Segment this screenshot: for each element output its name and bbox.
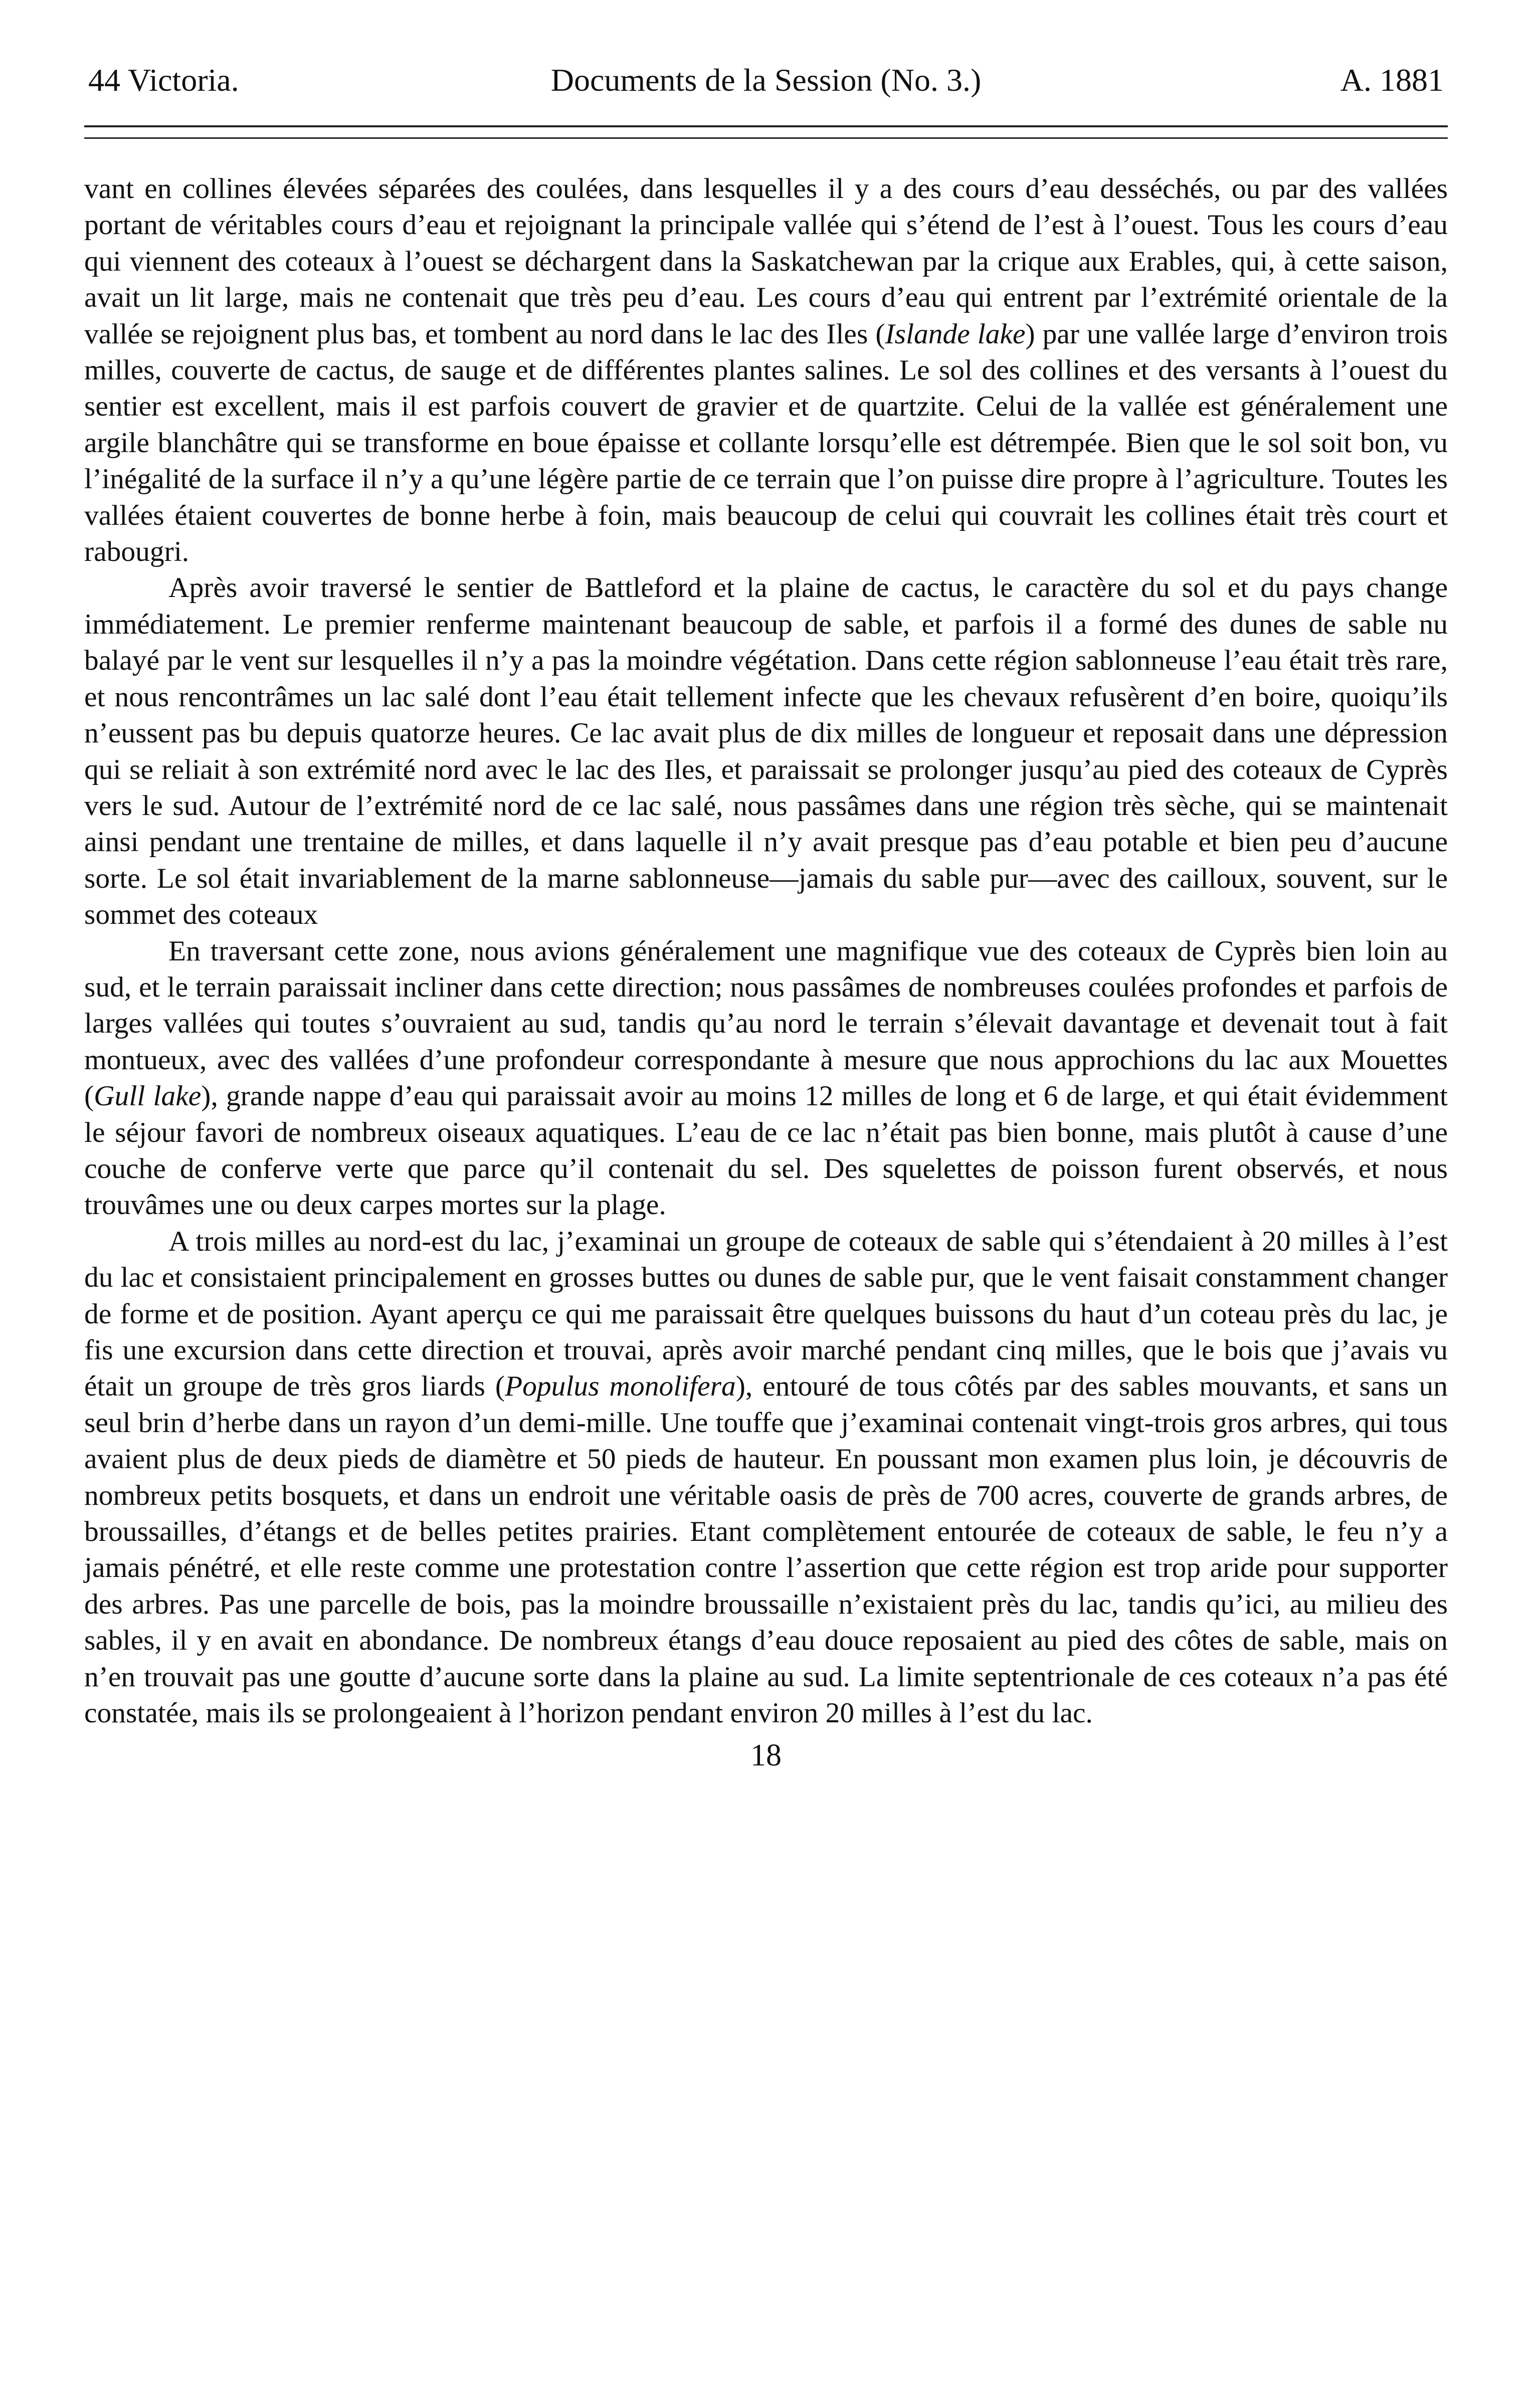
text-run: ) par une vallée large d’environ trois milles, couverte de cactus, de sauge et de différentes plantes salines. Le sol des collines et des versants à l’ouest du sentier est excellent, mais il est parfois couvert de gravier et de quartzite. Celui de la vallée est généralement une argile blanchâtre qui se transforme en boue épaisse et collante lorsqu’elle est détrempée. Bien que le sol soit bon, vu l’inégalité de la surface il n’y a qu’une légère partie de ce terrain que l’on puisse dire propre à l’agriculture. Toutes les vallées étaient couvertes de bonne herbe à foin, mais beaucoup de celui qui couvrait les collines était très court et rabougri. bbox=[84, 318, 1448, 568]
body-text bbox=[84, 171, 1448, 1731]
text-run: vant en collines élevées séparées des coulées, dans lesquelles il y a des cours d’eau desséchés, ou par des vallées portant de véritables cours d’eau et rejoignant la principale vallée qui s’étend de l’est à l’ouest. Tous les cours d’eau qui viennent des coteaux à l’ouest se déchargent dans la Saskatchewan par la crique aux Erables, qui, à cette saison, avait un lit large, mais ne contenait que très peu d’eau. Les cours d’eau qui entrent par l’extrémité orientale de la vallée se rejoignent plus bas, et tombent au nord dans le lac des Iles ( bbox=[84, 173, 1448, 350]
text-run: Après avoir traversé le sentier de Battleford et la plaine de cactus, le caractère du sol et du pays change immédiatement. Le premier renferme maintenant beaucoup de sable, et parfois il a formé des dunes de sable nu balayé par le vent sur lesquelles il n’y a pas la moindre végétation. Dans cette région sablonneuse l’eau était très rare, et nous rencontrâmes un lac salé dont l’eau était tellement infecte que les chevaux refusèrent d’en boire, quoiqu’ils n’eussent pas bu depuis quatorze heures. Ce lac avait plus de dix milles de longueur et reposait dans une dépression qui se reliait à son extrémité nord avec le lac des Iles, et paraissait se prolonger jusqu’au pied des coteaux de Cyprès vers le sud. Autour de l’extrémité nord de ce lac salé, nous passâmes dans une région très sèche, qui se maintenait ainsi pendant une trentaine de milles, et dans laquelle il n’y avait presque pas d’eau potable et bien peu d’aucune sorte. Le sol était invariablement de la marne sablonneuse—jamais du sable pur—avec des cailloux, souvent, sur le sommet des coteaux bbox=[84, 572, 1448, 931]
header-volume: 44 Victoria. bbox=[88, 62, 239, 98]
text-run: ), grande nappe d’eau qui paraissait avoir au moins 12 milles de long et 6 de large, et qui était évidemment le séjour favori de nombreux oiseaux aquatiques. L’eau de ce lac n’était pas bien bonne, mais plutôt à cause d’une couche de conferve verte que parce qu’il contenait du sel. Des squelettes de poisson furent observés, et nous trouvâmes une ou deux carpes mortes sur la plage. bbox=[84, 1080, 1448, 1221]
italic-term: Gull lake bbox=[94, 1080, 202, 1112]
header-rule bbox=[84, 125, 1448, 139]
paragraph-2 bbox=[84, 570, 1448, 933]
paragraph-4 bbox=[84, 1224, 1448, 1732]
document-page bbox=[84, 50, 1448, 1775]
text-run: ), entouré de tous côtés par des sables mouvants, et sans un seul brin d’herbe dans un rayon d’un demi-mille. Une touffe que j’examinai contenait vingt-trois gros arbres, qui tous avaient plus de deux pieds de diamètre et 50 pieds de hauteur. En poussant mon examen plus loin, je découvris de nombreux petits bosquets, et dans un endroit une véritable oasis de près de 700 acres, couverte de grands arbres, de broussailles, d’étangs et de belles petites prairies. Etant complètement entourée de coteaux de sable, le feu n’y a jamais pénétré, et elle reste comme une protestation contre l’assertion que cette région est trop aride pour supporter des arbres. Pas une parcelle de bois, pas la moindre broussaille n’existaient près du lac, tandis qu’ici, au milieu des sables, il y en avait en abondance. De nombreux étangs d’eau douce reposaient au pied des côtes de sable, mais on n’en trouvait pas une goutte d’aucune sorte dans la plaine au sud. La limite septentrionale de ces coteaux n’a pas été constatée, mais ils se prolongeaient à l’horizon pendant environ 20 milles à l’est du lac. bbox=[84, 1370, 1448, 1729]
italic-term: Populus monolifera bbox=[505, 1370, 736, 1403]
paragraph-3 bbox=[84, 933, 1448, 1224]
header-year: A. 1881 bbox=[1340, 62, 1444, 98]
page-number: 18 bbox=[750, 1738, 782, 1773]
header-title: Documents de la Session (No. 3.) bbox=[550, 62, 982, 98]
running-header bbox=[84, 50, 1448, 110]
text-run: A trois milles au nord-est du lac, j’examinai un groupe de coteaux de sable qui s’étendaient à 20 milles à l’est du lac et consistaient principalement en grosses buttes ou dunes de sable pur, que le vent faisait constamment changer de forme et de position. Ayant aperçu ce qui me paraissait être quelques buissons du haut d’un coteau près du lac, je fis une excursion dans cette direction et trouvai, après avoir marché pendant cinq milles, que le bois que j’avais vu était un groupe de très gros liards ( bbox=[84, 1225, 1448, 1403]
italic-term: Islande lake bbox=[885, 318, 1026, 350]
paragraph-1 bbox=[84, 171, 1448, 570]
text-run: En traversant cette zone, nous avions généralement une magnifique vue des coteaux de Cyprès bien loin au sud, et le terrain paraissait incliner dans cette direction; nous passâmes de nombreuses coulées profondes et parfois de larges vallées qui toutes s’ouvraient au sud, tandis qu’au nord le terrain s’élevait davantage et devenait tout à fait montueux, avec des vallées d’une profondeur correspondante à mesure que nous approchions du lac aux Mouettes ( bbox=[84, 935, 1448, 1112]
